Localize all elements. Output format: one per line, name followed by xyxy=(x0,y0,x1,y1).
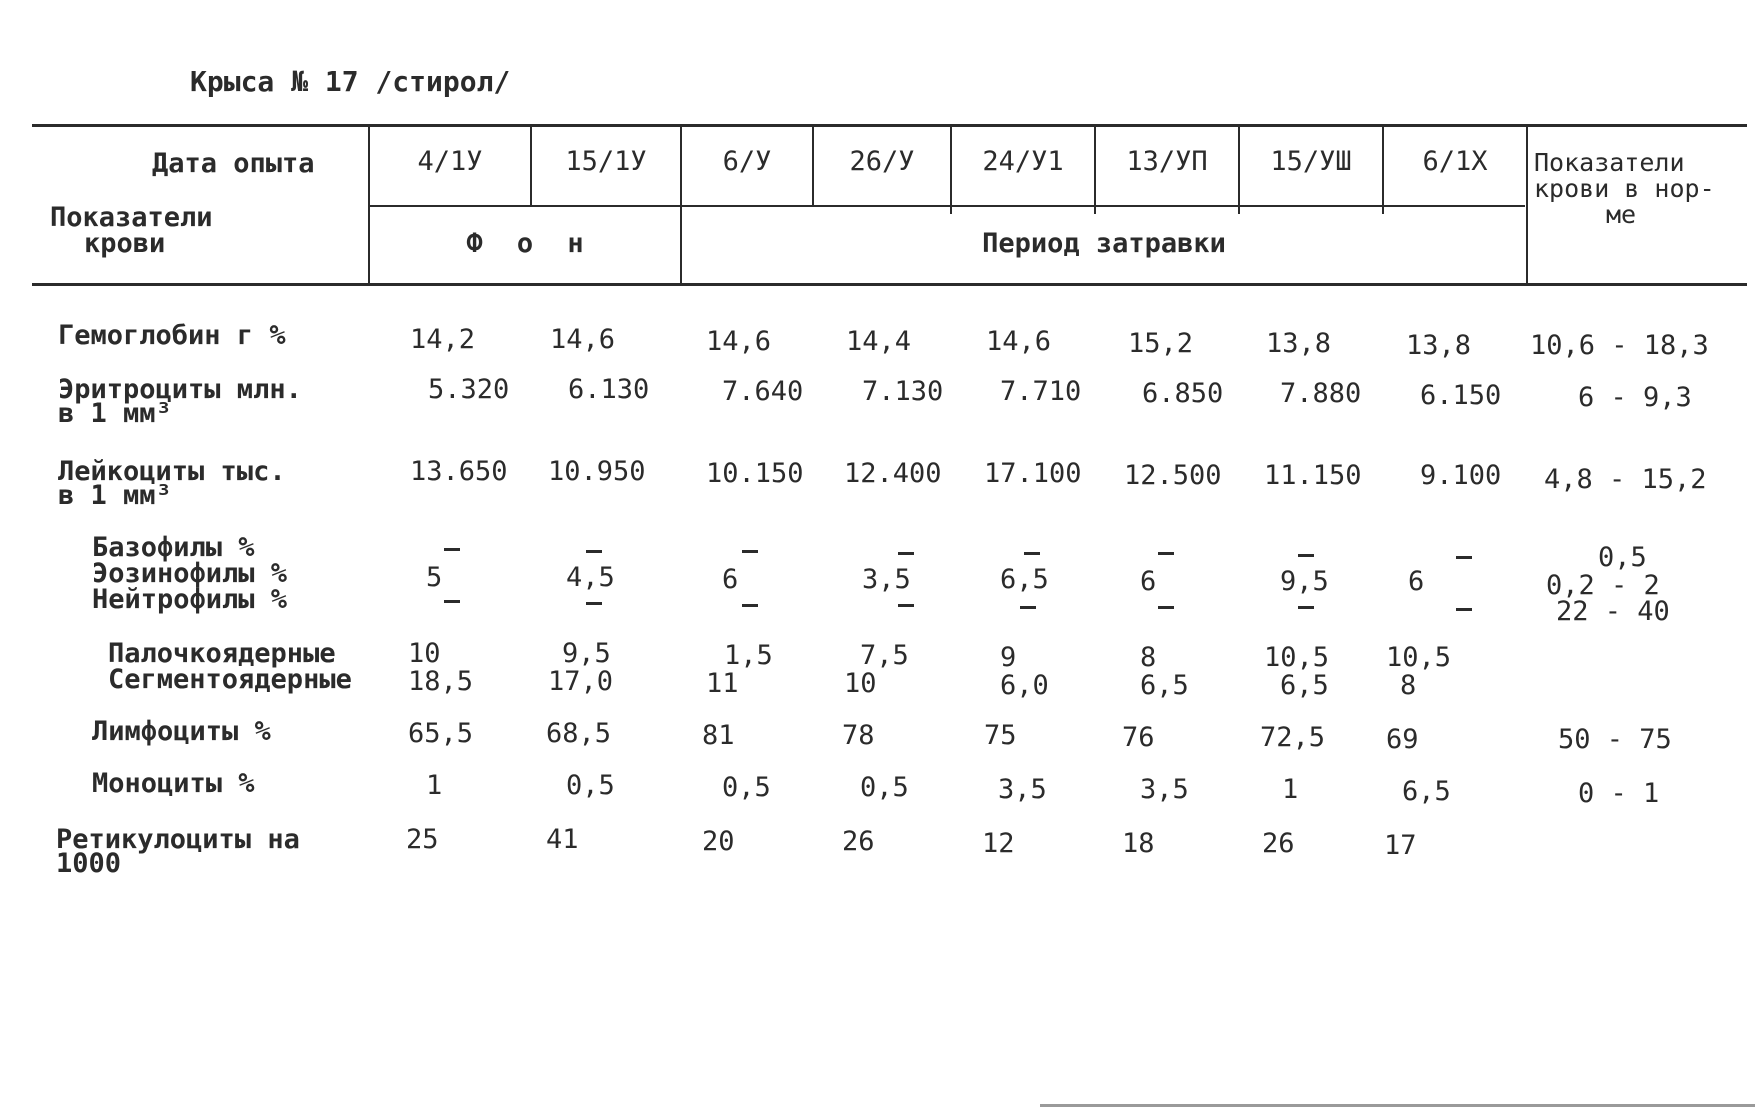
row-label-neutrophils: Нейтрофилы % xyxy=(92,584,288,615)
group-background-label: Ф о н xyxy=(466,228,584,259)
cell-value: 17 xyxy=(1384,830,1417,861)
cell-value: 12.500 xyxy=(1124,460,1222,491)
document-title: Крыса № 17 /стирол/ xyxy=(190,65,511,98)
cell-value: 6,5 xyxy=(1140,670,1189,701)
dash-neutrophils xyxy=(742,604,758,607)
cell-value: 10,5 xyxy=(1264,642,1330,673)
table-top-rule xyxy=(32,124,1747,127)
cell-value: 41 xyxy=(546,824,579,855)
cell-value: 3,5 xyxy=(998,774,1047,805)
dash-basophils xyxy=(1024,552,1040,555)
norm-value: 50 - 75 xyxy=(1558,724,1672,755)
cell-value: 6,5 xyxy=(1280,670,1329,701)
row-label-reticulocytes-unit: 1000 xyxy=(56,848,122,879)
group-period-label: Период затравки xyxy=(982,228,1226,259)
cell-value: 5 xyxy=(426,562,443,593)
cell-value: 18,5 xyxy=(408,666,474,697)
norm-value: 0,2 - 2 xyxy=(1546,570,1660,601)
row-label-leukocytes: Лейкоциты тыс. xyxy=(58,456,286,487)
cell-value: 1 xyxy=(426,770,443,801)
cell-value: 13.650 xyxy=(410,456,508,487)
cell-value: 5.320 xyxy=(428,374,510,405)
table-header-bottom-rule xyxy=(32,283,1747,286)
cell-value: 11 xyxy=(706,668,739,699)
cell-value: 81 xyxy=(702,720,735,751)
cell-value: 8 xyxy=(1140,642,1157,673)
header-sub-rule xyxy=(370,205,1525,207)
dash-basophils xyxy=(898,552,914,555)
col-divider xyxy=(1526,126,1528,284)
row-label-reticulocytes: Ретикулоциты на xyxy=(56,824,300,855)
dash-neutrophils xyxy=(898,604,914,607)
cell-value: 10 xyxy=(408,638,441,669)
cell-value: 68,5 xyxy=(546,718,612,749)
cell-value: 14,4 xyxy=(846,326,912,357)
scan-edge xyxy=(1040,1104,1755,1107)
cell-value: 4,5 xyxy=(566,562,615,593)
dash-basophils xyxy=(1298,554,1314,557)
dash-neutrophils xyxy=(1158,606,1174,609)
dash-neutrophils xyxy=(1298,606,1314,609)
row-label-monocytes: Моноциты % xyxy=(92,768,255,799)
cell-value: 7.130 xyxy=(862,376,944,407)
norm-value: 10,6 - 18,3 xyxy=(1530,330,1709,361)
date-header: 15/УШ xyxy=(1270,146,1352,177)
cell-value: 13,8 xyxy=(1266,328,1332,359)
dash-neutrophils xyxy=(1456,608,1472,611)
cell-value: 6.850 xyxy=(1142,378,1224,409)
cell-value: 8 xyxy=(1400,670,1417,701)
cell-value: 26 xyxy=(842,826,875,857)
cell-value: 78 xyxy=(842,720,875,751)
dash-basophils xyxy=(586,550,602,553)
norm-header: крови в нор- xyxy=(1534,174,1715,203)
dash-basophils xyxy=(1456,556,1472,559)
cell-value: 17.100 xyxy=(984,458,1082,489)
cell-value: 14,6 xyxy=(986,326,1052,357)
header-indicators-label: Показатели xyxy=(50,202,213,233)
cell-value: 1 xyxy=(1282,774,1299,805)
date-header: 6/У xyxy=(722,146,772,177)
cell-value: 14,6 xyxy=(550,324,616,355)
cell-value: 6.150 xyxy=(1420,380,1502,411)
header-indicators-label: крови xyxy=(84,228,166,259)
norm-header: ме xyxy=(1606,200,1637,229)
row-label-basophils: Базофилы % xyxy=(92,532,255,563)
norm-value: 0,5 xyxy=(1598,542,1647,573)
dash-neutrophils xyxy=(444,600,460,603)
row-label-leukocytes-unit: в 1 мм³ xyxy=(58,480,172,511)
row-label-erythrocytes-unit: в 1 мм³ xyxy=(58,398,172,429)
cell-value: 6,5 xyxy=(1402,776,1451,807)
cell-value: 0,5 xyxy=(566,770,615,801)
cell-value: 12.400 xyxy=(844,458,942,489)
cell-value: 25 xyxy=(406,824,439,855)
cell-value: 9,5 xyxy=(1280,566,1329,597)
cell-value: 72,5 xyxy=(1260,722,1326,753)
cell-value: 3,5 xyxy=(1140,774,1189,805)
cell-value: 1,5 xyxy=(724,640,773,671)
cell-value: 75 xyxy=(984,720,1017,751)
cell-value: 18 xyxy=(1122,828,1155,859)
dash-basophils xyxy=(742,550,758,553)
cell-value: 14,2 xyxy=(410,324,476,355)
dash-basophils xyxy=(444,548,460,551)
cell-value: 6 xyxy=(1408,566,1425,597)
cell-value: 7.640 xyxy=(722,376,804,407)
row-label-erythrocytes: Эритроциты млн. xyxy=(58,374,302,405)
row-label-eosinophils: Эозинофилы % xyxy=(92,558,288,589)
cell-value: 7.710 xyxy=(1000,376,1082,407)
header-date-label: Дата опыта xyxy=(152,148,315,179)
cell-value: 6,5 xyxy=(1000,564,1049,595)
norm-value: 22 - 40 xyxy=(1556,596,1670,627)
cell-value: 69 xyxy=(1386,724,1419,755)
date-header: 15/1У xyxy=(565,146,647,177)
cell-value: 15,2 xyxy=(1128,328,1194,359)
cell-value: 0,5 xyxy=(860,772,909,803)
cell-value: 11.150 xyxy=(1264,460,1362,491)
row-label-lymphocytes: Лимфоциты % xyxy=(92,716,271,747)
norm-header: Показатели xyxy=(1534,148,1685,177)
cell-value: 17,0 xyxy=(548,666,614,697)
dash-basophils xyxy=(1158,552,1174,555)
row-label-segmented: Сегментоядерные xyxy=(108,664,352,695)
cell-value: 7,5 xyxy=(860,640,909,671)
row-label-band: Палочкоядерные xyxy=(108,638,336,669)
row-label-hemoglobin: Гемоглобин г % xyxy=(58,320,286,351)
cell-value: 9 xyxy=(1000,642,1017,673)
cell-value: 14,6 xyxy=(706,326,772,357)
cell-value: 10,5 xyxy=(1386,642,1452,673)
cell-value: 6.130 xyxy=(568,374,650,405)
cell-value: 10.150 xyxy=(706,458,804,489)
cell-value: 65,5 xyxy=(408,718,474,749)
cell-value: 9.100 xyxy=(1420,460,1502,491)
cell-value: 20 xyxy=(702,826,735,857)
norm-value: 4,8 - 15,2 xyxy=(1544,464,1707,495)
dash-neutrophils xyxy=(1020,606,1036,609)
cell-value: 9,5 xyxy=(562,638,611,669)
cell-value: 0,5 xyxy=(722,772,771,803)
cell-value: 7.880 xyxy=(1280,378,1362,409)
cell-value: 6,0 xyxy=(1000,670,1049,701)
cell-value: 6 xyxy=(1140,566,1157,597)
cell-value: 10.950 xyxy=(548,456,646,487)
date-header: 4/1У xyxy=(417,146,483,177)
date-header: 6/1Х xyxy=(1422,146,1488,177)
cell-value: 13,8 xyxy=(1406,330,1472,361)
date-header: 26/У xyxy=(849,146,915,177)
cell-value: 6 xyxy=(722,564,739,595)
cell-value: 10 xyxy=(844,668,877,699)
date-header: 13/УП xyxy=(1126,146,1208,177)
cell-value: 12 xyxy=(982,828,1015,859)
dash-neutrophils xyxy=(586,602,602,605)
date-header: 24/У1 xyxy=(982,146,1064,177)
norm-value: 0 - 1 xyxy=(1578,778,1660,809)
cell-value: 3,5 xyxy=(862,564,911,595)
norm-value: 6 - 9,3 xyxy=(1578,382,1692,413)
cell-value: 26 xyxy=(1262,828,1295,859)
cell-value: 76 xyxy=(1122,722,1155,753)
